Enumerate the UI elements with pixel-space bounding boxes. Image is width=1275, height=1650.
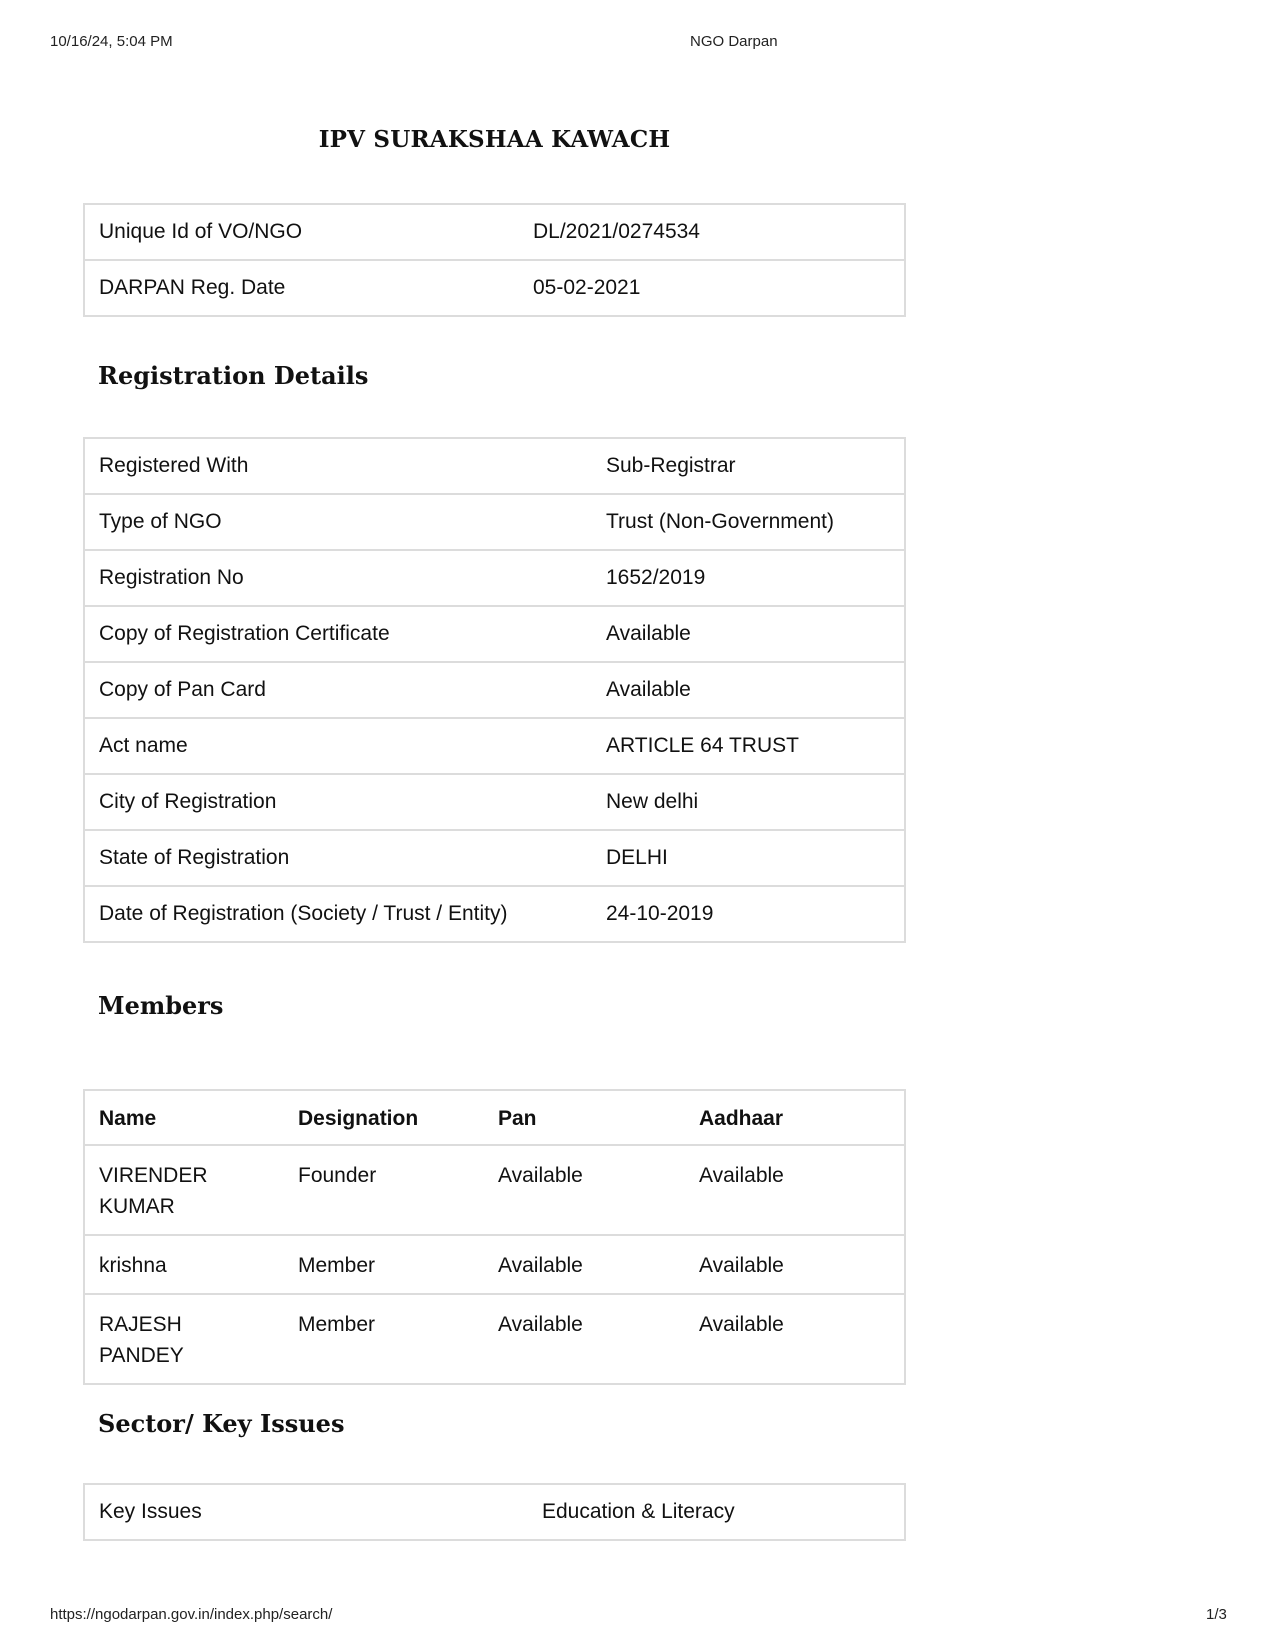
member-designation: Member — [284, 1235, 484, 1294]
row-value: New delhi — [592, 774, 905, 830]
row-value: ARTICLE 64 TRUST — [592, 718, 905, 774]
member-designation: Founder — [284, 1145, 484, 1235]
row-value: DL/2021/0274534 — [519, 204, 905, 260]
basic-info-table — [83, 203, 906, 317]
member-aadhaar: Available — [685, 1294, 905, 1384]
table-row — [84, 606, 905, 662]
table-row — [84, 550, 905, 606]
member-pan: Available — [484, 1145, 685, 1235]
table-row — [84, 662, 905, 718]
members-table — [83, 1089, 906, 1385]
members-heading: Members — [98, 991, 224, 1020]
column-header-pan: Pan — [484, 1090, 685, 1145]
row-value: 05-02-2021 — [519, 260, 905, 316]
column-header-designation: Designation — [284, 1090, 484, 1145]
row-label: State of Registration — [84, 830, 592, 886]
table-row — [84, 494, 905, 550]
row-label: Registered With — [84, 438, 592, 494]
key-issues-table — [83, 1483, 906, 1541]
column-header-aadhaar: Aadhaar — [685, 1090, 905, 1145]
print-page-number: 1/3 — [1206, 1606, 1227, 1623]
row-label: Copy of Pan Card — [84, 662, 592, 718]
table-row — [84, 1145, 905, 1235]
member-name: krishna — [84, 1235, 284, 1294]
member-aadhaar: Available — [685, 1235, 905, 1294]
table-row — [84, 886, 905, 942]
row-label: Unique Id of VO/NGO — [84, 204, 519, 260]
table-row — [84, 204, 905, 260]
table-row — [84, 718, 905, 774]
table-row — [84, 774, 905, 830]
row-value: 1652/2019 — [592, 550, 905, 606]
table-row — [84, 830, 905, 886]
row-label: Copy of Registration Certificate — [84, 606, 592, 662]
row-label: Key Issues — [84, 1484, 528, 1540]
row-label: Date of Registration (Society / Trust / Entity) — [84, 886, 592, 942]
sector-key-issues-heading: Sector/ Key Issues — [98, 1409, 345, 1438]
member-aadhaar: Available — [685, 1145, 905, 1235]
table-row — [84, 1484, 905, 1540]
row-value: Trust (Non-Government) — [592, 494, 905, 550]
table-row — [84, 1294, 905, 1384]
table-row — [84, 1235, 905, 1294]
registration-details-heading: Registration Details — [98, 361, 369, 390]
column-header-name: Name — [84, 1090, 284, 1145]
row-label: DARPAN Reg. Date — [84, 260, 519, 316]
row-value: 24-10-2019 — [592, 886, 905, 942]
table-row — [84, 438, 905, 494]
registration-details-table — [83, 437, 906, 943]
row-value: Available — [592, 662, 905, 718]
row-label: Registration No — [84, 550, 592, 606]
member-name: RAJESH PANDEY — [84, 1294, 284, 1384]
table-row — [84, 260, 905, 316]
member-name: VIRENDER KUMAR — [84, 1145, 284, 1235]
member-pan: Available — [484, 1294, 685, 1384]
print-page-title: NGO Darpan — [690, 33, 778, 50]
member-designation: Member — [284, 1294, 484, 1384]
row-label: Type of NGO — [84, 494, 592, 550]
row-label: Act name — [84, 718, 592, 774]
ngo-name-title: IPV SURAKSHAA KAWACH — [318, 126, 671, 153]
row-value: Education & Literacy — [528, 1484, 905, 1540]
row-label: City of Registration — [84, 774, 592, 830]
row-value: DELHI — [592, 830, 905, 886]
member-pan: Available — [484, 1235, 685, 1294]
print-datetime: 10/16/24, 5:04 PM — [50, 33, 173, 50]
row-value: Available — [592, 606, 905, 662]
table-header-row — [84, 1090, 905, 1145]
print-url: https://ngodarpan.gov.in/index.php/search/ — [50, 1606, 333, 1623]
row-value: Sub-Registrar — [592, 438, 905, 494]
